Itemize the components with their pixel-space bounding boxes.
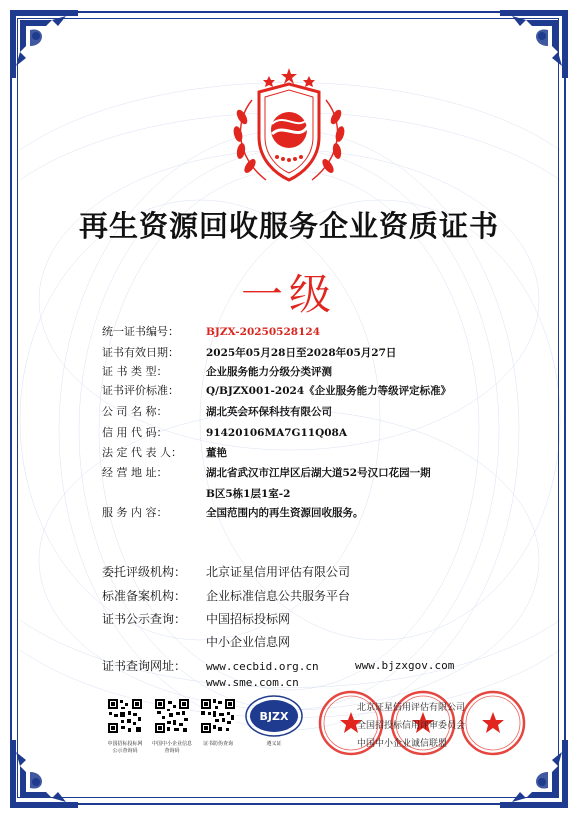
agency-value: 中国招标投标网 xyxy=(206,612,291,626)
agency-public-second: 中小企业信息网 xyxy=(206,635,291,649)
certificate-grade: 一级 xyxy=(240,270,337,319)
qr-code-icon xyxy=(154,698,190,734)
agency-entrust xyxy=(102,563,350,580)
field-label: 公 司 名 称： xyxy=(102,405,168,418)
field-address xyxy=(102,466,431,480)
certificate-title: 再生资源回收服务企业资质证书 xyxy=(78,209,499,243)
corner-ornament-top-left xyxy=(6,6,86,86)
agency-value: 北京证星信用评估有限公司 xyxy=(206,565,351,579)
field-address-line2: B区5栋1层1室-2 xyxy=(206,488,291,500)
query-url-3[interactable]: www.sme.com.cn xyxy=(206,676,299,689)
field-service-scope xyxy=(102,506,364,520)
issuer-name-2: 全国招投标信用评审委员会 xyxy=(357,721,466,731)
bjzx-logo xyxy=(244,694,304,738)
field-label: 统一证书编号： xyxy=(102,325,179,338)
agency-label: 标准备案机构： xyxy=(102,589,187,603)
field-valid-dates xyxy=(102,346,396,360)
field-legal-rep xyxy=(102,446,227,460)
field-value: 91420106MA7G11Q08A xyxy=(206,427,348,439)
qr-caption-line1: 中国招标投标网 xyxy=(107,741,143,747)
field-value: 董艳 xyxy=(206,447,227,459)
qr-caption-line1: 中国中小企业信息 xyxy=(151,741,192,747)
issuer-name-3: 中国中小企业诚信联盟 xyxy=(357,739,448,749)
qr-caption-line2: 查询码 xyxy=(164,748,180,754)
field-value: 湖北英会环保科技有限公司 xyxy=(206,406,332,418)
agency-query xyxy=(102,657,319,674)
field-value: 湖北省武汉市江岸区后湖大道52号汉口花园一期 xyxy=(206,467,431,479)
query-url-1[interactable]: www.cecbid.org.cn xyxy=(206,660,319,673)
corner-ornament-bottom-left xyxy=(6,732,86,812)
field-label: 经 营 地 址： xyxy=(102,466,168,479)
field-label: 证 书 类 型： xyxy=(102,365,168,378)
corner-ornament-top-right xyxy=(492,6,572,86)
svg-text:BJZX: BJZX xyxy=(259,710,289,723)
agency-public xyxy=(102,610,290,627)
red-seal-stamp xyxy=(460,690,526,756)
field-credit-code xyxy=(102,426,347,440)
field-value: Q/BJZX001-2024《企业服务能力等级评定标准》 xyxy=(206,385,452,397)
agency-label: 委托评级机构： xyxy=(102,565,187,579)
agency-record xyxy=(102,587,350,604)
field-label: 法 定 代 表 人： xyxy=(102,446,182,459)
field-value: 2025年05月28日至2028年05月27日 xyxy=(206,347,397,359)
issuer-name-1: 北京证星信用评估有限公司 xyxy=(357,703,466,713)
field-label: 服 务 内 容： xyxy=(102,506,168,519)
field-cert-type xyxy=(102,365,332,379)
qr-caption-line1: 证书防伪查询 xyxy=(202,741,233,747)
field-company-name xyxy=(102,405,332,419)
field-label: 证书评价标准： xyxy=(102,384,179,397)
field-value: 企业服务能力分级分类评测 xyxy=(206,366,332,378)
logo-caption: 遵义证 xyxy=(266,741,282,747)
qr-caption-line2: 公示查询码 xyxy=(112,748,138,754)
qr-code-icon xyxy=(200,698,236,734)
shield-laurel-emblem xyxy=(214,62,364,197)
field-cert-number xyxy=(102,325,320,339)
query-url-2[interactable]: www.bjzxgov.com xyxy=(355,659,455,672)
field-standard xyxy=(102,384,451,398)
agency-label: 证书查询网址： xyxy=(102,659,187,673)
field-label: 证书有效日期： xyxy=(102,346,179,359)
field-value: 全国范围内的再生资源回收服务。 xyxy=(206,507,364,519)
agency-value: 企业标准信息公共服务平台 xyxy=(206,589,351,603)
field-label: 信 用 代 码： xyxy=(102,426,168,439)
qr-caption xyxy=(188,741,248,748)
field-value: BJZX-20250528124 xyxy=(206,326,321,338)
qr-code-icon xyxy=(107,698,143,734)
agency-label: 证书公示查询： xyxy=(102,612,187,626)
